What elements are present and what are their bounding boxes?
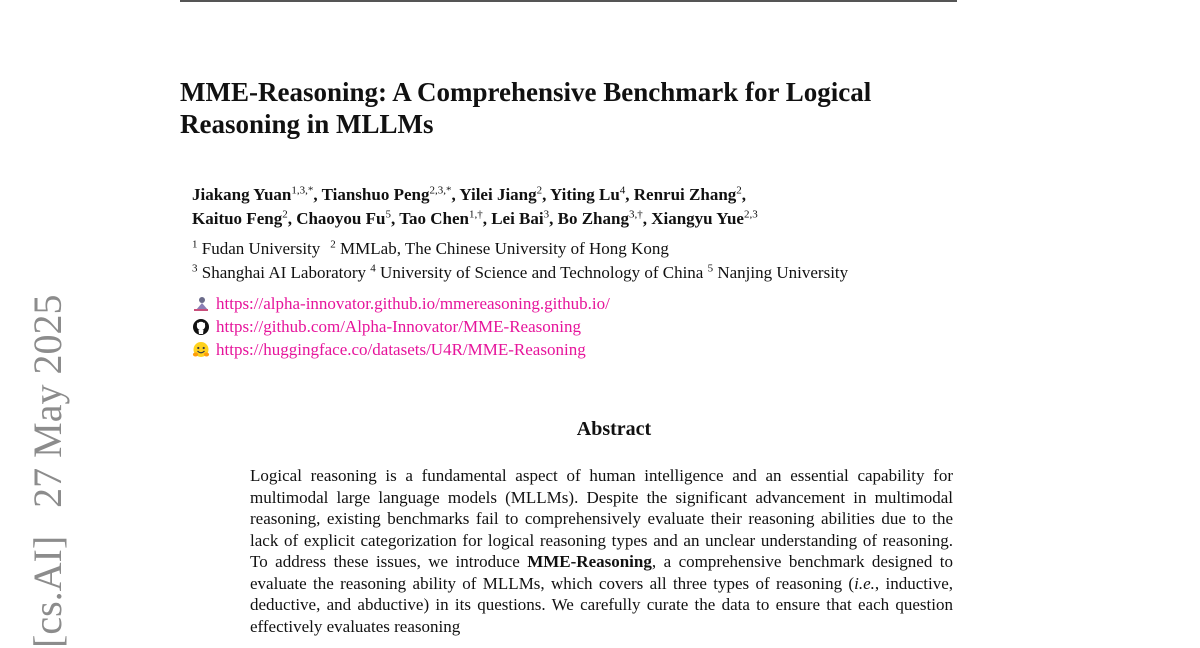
- abstract-text: , inductive, deductive, and abductive) in its questions. We carefully curate the data to ensure that each question effectively evaluates reasoning: [250, 573, 953, 636]
- affiliation-number: 2: [330, 238, 336, 251]
- author-marks: 1,3,*: [291, 184, 314, 197]
- author-marks: 2: [282, 208, 288, 221]
- arxiv-category: [cs.AI]: [25, 535, 70, 648]
- author-separator: ,: [313, 185, 322, 204]
- affiliation-name: University of Science and Technology of China: [380, 263, 704, 282]
- affiliation-name: Nanjing University: [717, 263, 849, 282]
- affiliations: [192, 237, 1092, 285]
- author: [322, 185, 460, 204]
- abstract-heading: Abstract: [576, 418, 652, 440]
- author: [491, 209, 557, 228]
- author-name: Tao Chen: [399, 209, 469, 228]
- affiliation-number: 4: [370, 262, 376, 275]
- author-separator: ,: [390, 209, 400, 228]
- project-page-row: [192, 292, 610, 315]
- abstract-body: [250, 465, 953, 637]
- arxiv-date: 27 May 2025: [25, 294, 70, 508]
- author-separator: ,: [549, 209, 558, 228]
- affiliation-number: 1: [192, 238, 198, 251]
- author: [634, 185, 746, 204]
- benchmark-name: MME-Reasoning: [527, 552, 652, 571]
- github-row: [192, 315, 610, 338]
- author-separator: ,: [542, 185, 551, 204]
- author-name: Tianshuo Peng: [321, 185, 430, 204]
- huggingface-icon: [192, 341, 210, 359]
- arxiv-side-stamp: [25, 294, 70, 648]
- author-name: Lei Bai: [491, 209, 544, 228]
- author-marks: 2: [736, 184, 742, 197]
- author-name: Bo Zhang: [557, 209, 629, 228]
- mascot-icon: [192, 295, 210, 313]
- author-list: [192, 183, 952, 231]
- abstract-text: , a comprehensive benchmark designed to evaluate the reasoning ability of MLLMs, which covers all three types of reasoning (: [250, 552, 954, 593]
- author-separator: ,: [625, 185, 634, 204]
- abstract-ie: i.e.: [854, 573, 875, 593]
- author-marks: 5: [385, 208, 391, 221]
- github-icon: [192, 318, 210, 336]
- affiliation: [330, 239, 669, 258]
- author-marks: 1,†: [468, 208, 483, 221]
- author: [296, 209, 399, 228]
- abstract-text: Logical reasoning is a fundamental aspect of human intelligence and an essential capability for multimodal large language models (MLLMs). Despite the significant advancement in multimodal reasoning, existing benchmarks fail to comprehensively evaluate their reasoning abilities due to the lack of explicit categorization for logical reasoning types and an unclear understanding of reasoning. To address these issues, we introduce: [250, 466, 953, 571]
- affiliation-number: 3: [192, 262, 198, 275]
- author-separator: ,: [642, 209, 652, 228]
- author-separator: ,: [482, 209, 492, 228]
- author-name: Jiakang Yuan: [192, 185, 292, 204]
- author-name: Chaoyou Fu: [296, 209, 386, 228]
- author: [192, 209, 296, 228]
- author-marks: 2,3: [743, 208, 758, 221]
- paper-title: [180, 76, 980, 140]
- affiliation-name: MMLab, The Chinese University of Hong Kong: [340, 239, 669, 258]
- author-name: Kaituo Feng: [192, 209, 283, 228]
- author-marks: 2: [536, 184, 543, 197]
- author: [651, 209, 758, 228]
- github-link[interactable]: https://github.com/Alpha-Innovator/MME-Reasoning: [216, 317, 581, 336]
- author-name: Renrui Zhang: [633, 185, 737, 204]
- affiliation: [192, 263, 366, 282]
- huggingface-row: [192, 338, 610, 361]
- author-name: Yiting Lu: [550, 185, 620, 204]
- author: [192, 185, 322, 204]
- abstract-paragraph: [250, 465, 953, 637]
- resource-links: [192, 292, 610, 361]
- author-name: Yilei Jiang: [459, 185, 537, 204]
- paper-title-line2: Reasoning in MLLMs: [180, 109, 434, 139]
- huggingface-link[interactable]: https://huggingface.co/datasets/U4R/MME-Reasoning: [216, 340, 586, 359]
- author-separator: ,: [287, 209, 297, 228]
- author-marks: 3: [543, 208, 550, 221]
- author-separator: ,: [741, 185, 747, 204]
- author-marks: 3,†: [628, 208, 643, 221]
- author: [558, 209, 652, 228]
- affiliation-name: Shanghai AI Laboratory: [201, 263, 367, 282]
- affiliation-number: 5: [707, 262, 714, 275]
- author-marks: 2,3,*: [429, 184, 452, 197]
- author-separator: ,: [451, 185, 460, 204]
- author: [459, 185, 550, 204]
- affiliation: [708, 263, 849, 282]
- affiliation-name: Fudan University: [201, 239, 321, 258]
- author: [550, 185, 634, 204]
- paper-title-line1: MME-Reasoning: A Comprehensive Benchmark for Logical: [180, 77, 872, 107]
- author-marks: 4: [619, 184, 626, 197]
- affiliation: [370, 263, 703, 282]
- top-rule: [180, 0, 957, 2]
- author: [399, 209, 491, 228]
- affiliation: [192, 239, 320, 258]
- project-page-link[interactable]: https://alpha-innovator.github.io/mmereasoning.github.io/: [216, 294, 610, 313]
- author-name: Xiangyu Yue: [651, 209, 744, 228]
